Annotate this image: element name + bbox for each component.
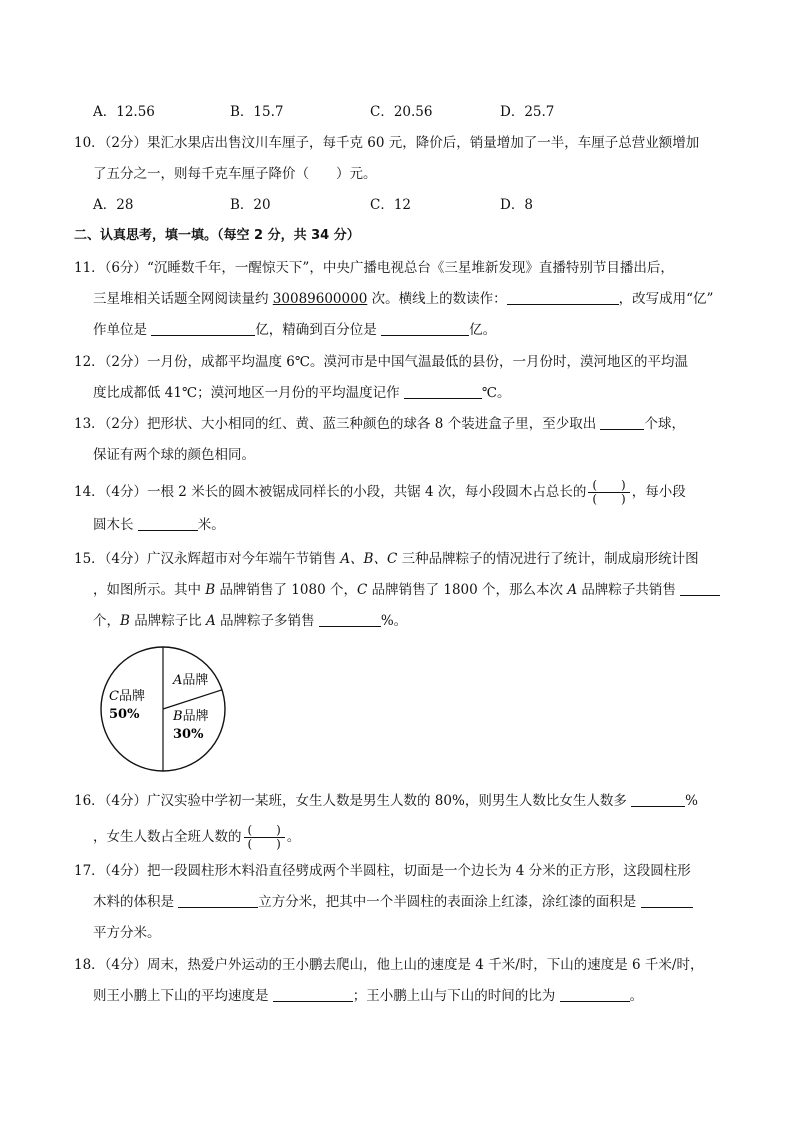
q11-line2 [93,290,713,308]
q10-option-c: C．12 [370,197,412,213]
q14-fraction-denominator[interactable]: ( ) [592,492,626,506]
q15-text: %。 [380,613,408,629]
q18-text: 则王小鹏上下山的平均速度是 [93,988,273,1004]
q17-line3: 平方分米。 [93,925,161,941]
q17-text: 木料的体积是 [93,894,179,910]
pie-percent-c: 50% [109,707,140,722]
q12-answer-blank[interactable] [404,384,482,399]
q12-text: ℃。 [481,385,511,401]
q10-option-b: B．20 [230,197,271,213]
q15-answer-blank-2[interactable] [319,612,381,627]
q15-letter: C [356,582,368,598]
q16-line2 [93,824,300,851]
q9-option-b: B．15.7 [230,104,284,120]
q14-line1 [74,479,686,506]
q15-text: 三种品牌粽子的情况进行了统计，制成扇形统计图 [397,551,699,567]
q17-text: 立方分米，把其中一个半圆柱的表面涂上红漆，涂红漆的面积是 [258,894,641,910]
q9-option-d: D．25.7 [500,104,555,120]
q13-line1 [74,415,685,433]
q13-text: 个球， [644,416,685,432]
q11-text: ，改写成用“亿” [618,291,714,307]
q14-text: 圆木长 [93,517,138,533]
q18-answer-blank-1[interactable] [273,987,353,1002]
q11-text: 三星堆相关话题全网阅读量约 [93,291,273,307]
q14-fraction-numerator[interactable]: ( ) [588,479,629,493]
q16-fraction-blank[interactable] [244,824,285,851]
q13-line2: 保证有两个球的颜色相同。 [93,447,255,463]
q15-letter: A [567,582,578,598]
pie-label-a: A品牌 [173,673,209,688]
q17-answer-blank-1[interactable] [178,893,258,908]
q15-line1 [74,550,699,568]
q18-line2 [93,987,643,1005]
q11-line3 [93,321,496,339]
q15-text: 品牌销售了 1080 个， [215,582,357,598]
q15-text: 品牌粽子共销售 [577,582,681,598]
section-heading: 二、认真思考，填一填。（每空 2 分，共 34 分） [74,228,360,243]
q12-line1: 12．（2分）一月份，成都平均温度 6℃。漠河市是中国气温最低的县份，一月份时，漠河地区的平均温 [74,354,688,370]
q17-answer-blank-2[interactable] [641,893,693,908]
pie-percent-b: 30% [173,727,204,742]
pie-label-c: C品牌 [109,689,145,704]
q15-letter: B [205,582,216,598]
q10-line2: 了五分之一，则每千克车厘子降价（ ）元。 [93,166,377,182]
q18-text: 。 [629,988,644,1004]
q17-line2 [93,893,693,911]
q14-text: ，每小段 [631,484,686,500]
q15-letter: B [120,613,130,629]
q16-text: 16．（4分）广汉实验中学初一某班，女生人数是男生人数的 80%，则男生人数比女生人数多 [74,793,632,809]
q11-number: 30089600000 [272,291,368,307]
q18-text: ；王小鹏上山与下山的时间的比为 [352,988,560,1004]
q10-option-a: A．28 [93,197,134,213]
q15-text: 15．（4分）广汉永辉超市对今年端午节销售 [74,551,341,567]
q11-text: 次。横线上的数读作： [367,291,507,307]
pie-chart [93,642,233,776]
q15-line3 [93,612,407,630]
q18-answer-blank-2[interactable] [560,987,630,1002]
q17-line1: 17．（4分）把一段圆柱形木料沿直径劈成两个半圆柱，切面是一个边长为 4 分米的正方形，这段圆柱形 [74,863,691,879]
q11-text: 亿，精确到百分位是 [255,322,382,338]
q16-line1 [74,792,698,810]
q10-option-d: D．8 [500,197,533,213]
q14-fraction-blank[interactable] [588,479,629,506]
q16-text: ，女生人数占全班人数的 [93,829,242,845]
q11-text: 作单位是 [93,322,152,338]
q15-brand-letters: A、B、C [340,551,398,567]
q14-answer-blank[interactable] [138,516,198,531]
q16-fraction-numerator[interactable]: ( ) [244,824,285,838]
q14-line2 [93,516,225,534]
q10-line1: 10．（2分）果汇水果店出售汶川车厘子，每千克 60 元，降价后，销量增加了一半，车厘子总营业额增加 [74,135,700,151]
q9-option-c: C．20.56 [370,104,433,120]
q15-text: ，如图所示。其中 [93,582,206,598]
q16-text: 。 [286,829,301,845]
q14-text: 米。 [197,517,225,533]
q11-answer-blank-1[interactable] [507,290,619,305]
q14-text: 14．（4分）一根 2 米长的圆木被锯成同样长的小段，共锯 4 次，每小段圆木占总长的 [74,484,587,500]
q9-option-a: A．12.56 [93,104,155,120]
pie-label-b: B品牌 [173,709,209,724]
q16-fraction-denominator[interactable]: ( ) [247,837,281,851]
q11-text: 亿。 [469,322,497,338]
q15-letter: A [206,613,216,629]
q15-text: 品牌销售了 1800 个，那么本次 [367,582,568,598]
q11-line1: 11．（6分）“沉睡数千年，一醒惊天下”，中央广播电视总台《三星堆新发现》直播特别节目播出后， [74,260,674,276]
q15-text: 品牌粽子比 [129,613,207,629]
q16-text: % [685,793,698,809]
q11-answer-blank-2[interactable] [151,321,255,336]
q15-answer-blank-1[interactable] [680,581,720,596]
q18-line1: 18．（4分）周末，热爱户外运动的王小鹏去爬山，他上山的速度是 4 千米/时，下山的速度是 6 千米/时， [74,957,704,973]
q12-line2 [93,384,510,402]
q15-line2 [93,581,720,599]
q13-answer-blank[interactable] [600,415,644,430]
q13-text: 13．（2分）把形状、大小相同的红、黄、蓝三种颜色的球各 8 个装进盒子里，至少取出 [74,416,601,432]
q16-answer-blank[interactable] [631,792,685,807]
q15-text: 品牌粽子多销售 [215,613,319,629]
q12-text: 度比成都低 41℃；漠河地区一月份的平均温度记作 [93,385,404,401]
q11-answer-blank-3[interactable] [381,321,469,336]
q15-text: 个， [93,613,120,629]
